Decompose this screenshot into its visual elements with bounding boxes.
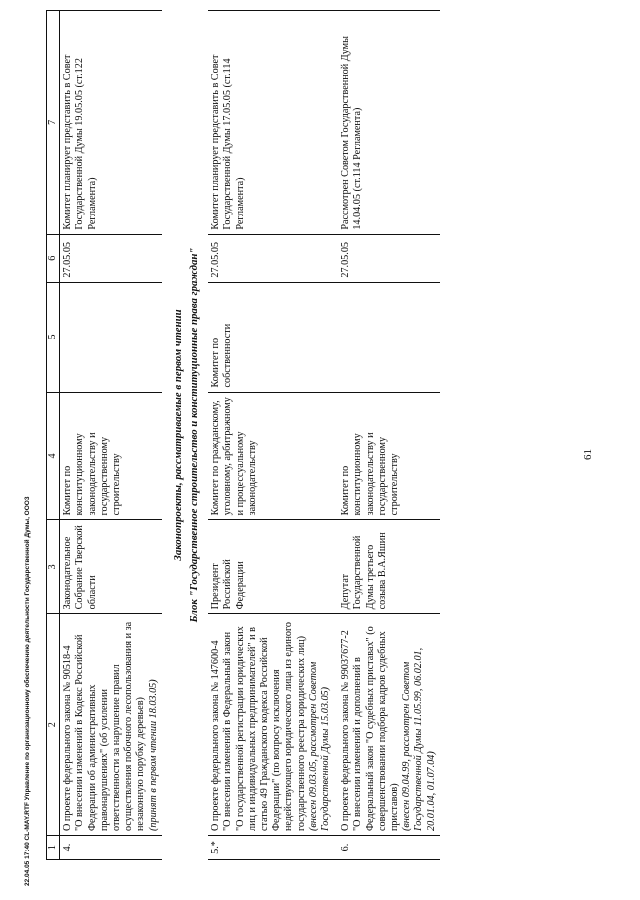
- table-header: [47, 11, 60, 860]
- review-date: 27.05.05: [338, 234, 440, 282]
- review-date: 27.05.05: [60, 234, 162, 282]
- co-committee: [60, 282, 162, 392]
- col-header-7: 7: [47, 11, 60, 235]
- col-header-1: 1: [47, 836, 60, 860]
- bill-status: Комитет планирует представить в Совет Государственной Думы 17.05.05 (ст.114 Регламента): [208, 11, 334, 235]
- review-date: 27.05.05: [208, 234, 334, 282]
- row-number: 6.: [338, 836, 440, 860]
- table-row: [60, 11, 162, 860]
- page-footer: 22.04.05 17:40 CL-MAY.RTF Управление по организационному обеспечению деятельности Государственной Думы, ООО3: [24, 496, 31, 886]
- col-header-3: 3: [47, 520, 60, 614]
- bill-author: Законодательное Собрание Тверской области: [60, 520, 162, 614]
- bill-description: [338, 614, 440, 836]
- bill-description: [208, 614, 334, 836]
- col-header-5: 5: [47, 282, 60, 392]
- responsible-committee: Комитет по конституционному законодательству и государственному строительству: [60, 392, 162, 520]
- responsible-committee: Комитет по гражданскому, уголовному, арбитражному и процессуальному законодательству: [208, 392, 334, 520]
- bill-description: [60, 614, 162, 836]
- bill-title: О проекте федерального закона № 90518-4: [62, 645, 74, 832]
- co-committee: [338, 282, 440, 392]
- bill-author: Депутат Государственной Думы третьего созыва В.А.Яшин: [338, 520, 440, 614]
- row-number: 4.: [60, 836, 162, 860]
- row-number: 5.*: [208, 836, 334, 860]
- block-title: Блок "Государственное строительство и конституционные права граждан": [188, 247, 201, 623]
- responsible-committee: Комитет по конституционному законодательству и государственному строительству: [338, 392, 440, 520]
- table-row: [338, 11, 440, 860]
- co-committee: Комитет по собственности: [208, 282, 334, 392]
- bill-body: "О внесении изменений в Кодекс Российской Федерации об административных правонарушениях" (об усилении ответственности за нарушение правил осуществления побочного лесопользования и за незаконную порубку деревьев): [74, 621, 147, 832]
- bill-body: "О внесении изменений и дополнений в Федеральный закон "О судебных приставах" (о совершенствовании подбора кадров судебных приставов): [352, 626, 401, 832]
- bill-author: Президент Российской Федерации: [208, 520, 334, 614]
- bill-title: О проекте федерального закона № 99037677-2: [340, 630, 352, 832]
- col-header-2: 2: [47, 614, 60, 836]
- bill-note: (внесен 09.04.99, рассмотрен Советом Государственной Думы 11.05.99, 06.02.01, 20.01.04, 01.07.04): [401, 647, 437, 832]
- col-header-6: 6: [47, 234, 60, 282]
- bill-note: (внесен 09.03.05, рассмотрен Советом Государственной Думы 15.03.05): [307, 661, 332, 832]
- bill-note: (принят в первом чтении 18.03.05): [147, 679, 159, 832]
- bill-status: Комитет планирует представить в Совет Государственной Думы 19.05.05 (ст.122 Регламента): [60, 11, 162, 235]
- bill-title: О проекте федерального закона № 147600-4: [210, 640, 222, 832]
- bill-body: "О внесении изменений в Федеральный закон "О государственной регистрации юридических лиц и индивидуальных предпринимателей" и в статью 49 Гражданского кодекса Российской Федерации" (по вопросу исключения недействующего юридического лица из единого государственного реестра юридических лиц): [222, 621, 307, 832]
- bills-table: [46, 10, 440, 860]
- bill-status: Рассмотрен Советом Государственной Думы 14.04.05 (ст.114 Регламента): [338, 11, 440, 235]
- table-row: [208, 11, 334, 860]
- section-title: Законопроекты, рассматриваемые в первом чтении: [171, 309, 184, 561]
- page-number: 61: [582, 449, 594, 460]
- col-header-4: 4: [47, 392, 60, 520]
